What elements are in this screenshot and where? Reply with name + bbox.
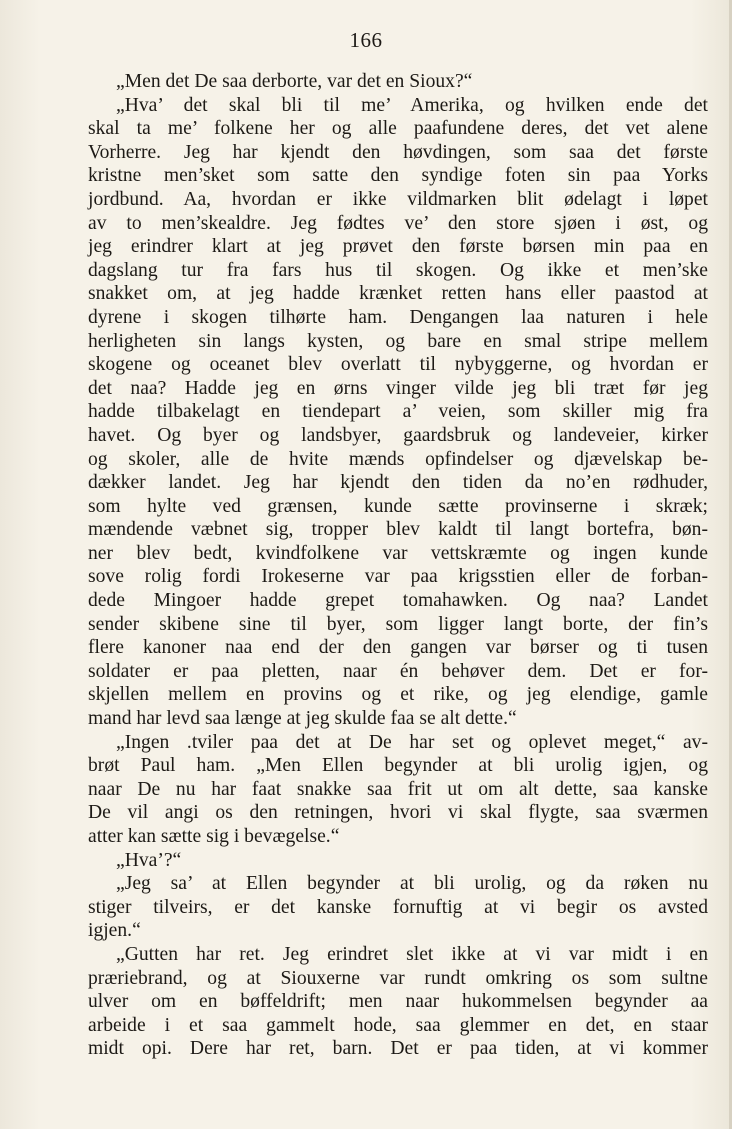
text-line: herligheten sin langs kysten, og bare en smal stripe mellem	[88, 330, 708, 352]
page-body-text	[88, 70, 708, 1061]
text-line: midt opi. Dere har ret, barn. Det er paa tiden, at vi kommer	[88, 1038, 708, 1060]
text-line: kristne men’sket som satte den syndige foten sin paa Yorks	[88, 165, 708, 187]
page-number: 166	[349, 28, 383, 52]
text-line: snakket om, at jeg hadde krænket retten hans eller paastod at	[88, 283, 708, 305]
text-line: ner blev bedt, kvindfolkene var vettskræmte og ingen kunde	[88, 542, 708, 564]
text-line: dækker landet. Jeg har kjendt den tiden da no’en rødhuder,	[88, 472, 708, 494]
text-line: skjellen mellem en provins og et rike, og jeg elendige, gamle	[88, 684, 708, 706]
text-line: „Jeg sa’ at Ellen begynder at bli urolig, og da røken nu	[116, 873, 708, 895]
text-line: mændende væbnet sig, tropper blev kaldt til langt bortefra, bøn-	[88, 519, 708, 541]
text-line: arbeide i et saa gammelt hode, saa glemmer en det, en staar	[88, 1014, 708, 1036]
text-line: atter kan sætte sig i bevægelse.“	[88, 826, 340, 847]
text-line: præriebrand, og at Siouxerne var rundt omkring os som sultne	[88, 967, 708, 989]
text-line: hadde tilbakelagt en tiendepart a’ veien, som skiller mig fra	[88, 401, 708, 423]
text-line: naar De nu har faat snakke saa frit ut om alt dette, saa kanske	[88, 778, 708, 800]
text-line: flere kanoner naa end der den gangen var børser og ti tusen	[88, 637, 708, 659]
text-line: stiger tilveirs, er det kanske fornuftig at vi begir os avsted	[88, 896, 708, 918]
text-line: ulver om en bøffeldrift; men naar hukommelsen begynder aa	[88, 991, 708, 1013]
text-line: dede Mingoer hadde grepet tomahawken. Og naa? Landet	[88, 590, 708, 612]
text-line: skal ta me’ folkene her og alle paafundene deres, det vet alene	[88, 118, 708, 140]
text-line: „Gutten har ret. Jeg erindret slet ikke at vi var midt i en	[116, 943, 708, 965]
text-line: det naa? Hadde jeg en ørns vinger vilde jeg bli træt før jeg	[88, 377, 708, 399]
text-line: skogene og oceanet blev overlatt til nybyggerne, og hvordan er	[88, 354, 708, 376]
text-line: soldater er paa pletten, naar én behøver dem. Det er for-	[88, 660, 708, 682]
text-line: dagslang tur fra fars hus til skogen. Og ikke et men’ske	[88, 259, 708, 281]
text-line: „Ingen .tviler paa det at De har set og oplevet meget,“ av-	[116, 731, 708, 753]
text-line: som hylte ved grænsen, kunde sætte provinserne i skræk;	[88, 495, 708, 517]
text-line: igjen.“	[88, 920, 141, 942]
text-line: „Hva’?“	[116, 849, 182, 871]
text-line: sender skibene sine til byer, som ligger langt borte, der fin’s	[88, 613, 708, 635]
text-line: sove rolig fordi Irokeserne var paa krigsstien eller de forban-	[88, 566, 708, 588]
text-line: av to men’skealdre. Jeg fødtes ve’ den store sjøen i øst, og	[88, 212, 708, 234]
text-line: og skoler, alle de hvite mænds opfindelser og djævelskap be-	[88, 448, 708, 470]
text-line: dyrene i skogen tilhørte ham. Dengangen laa naturen i hele	[88, 306, 708, 328]
text-line: brøt Paul ham. „Men Ellen begynder at bli urolig igjen, og	[88, 755, 708, 777]
text-line: „Men det De saa derborte, var det en Sioux?“	[116, 71, 473, 92]
text-line: mand har levd saa længe at jeg skulde faa se alt dette.“	[88, 708, 517, 730]
text-line: jeg erindrer klart at jeg prøvet den første børsen min paa en	[88, 236, 708, 258]
text-line: jordbund. Aa, hvordan er ikke vildmarken blit ødelagt i løpet	[88, 188, 708, 210]
text-line: De vil angi os den retningen, hvori vi skal flygte, saa sværmen	[88, 802, 708, 824]
text-line: havet. Og byer og landsbyer, gaardsbruk og landeveier, kirker	[88, 424, 708, 446]
text-line: Vorherre. Jeg har kjendt den høvdingen, som saa det første	[88, 141, 708, 163]
text-line: „Hva’ det skal bli til me’ Amerika, og hvilken ende det	[116, 94, 708, 116]
